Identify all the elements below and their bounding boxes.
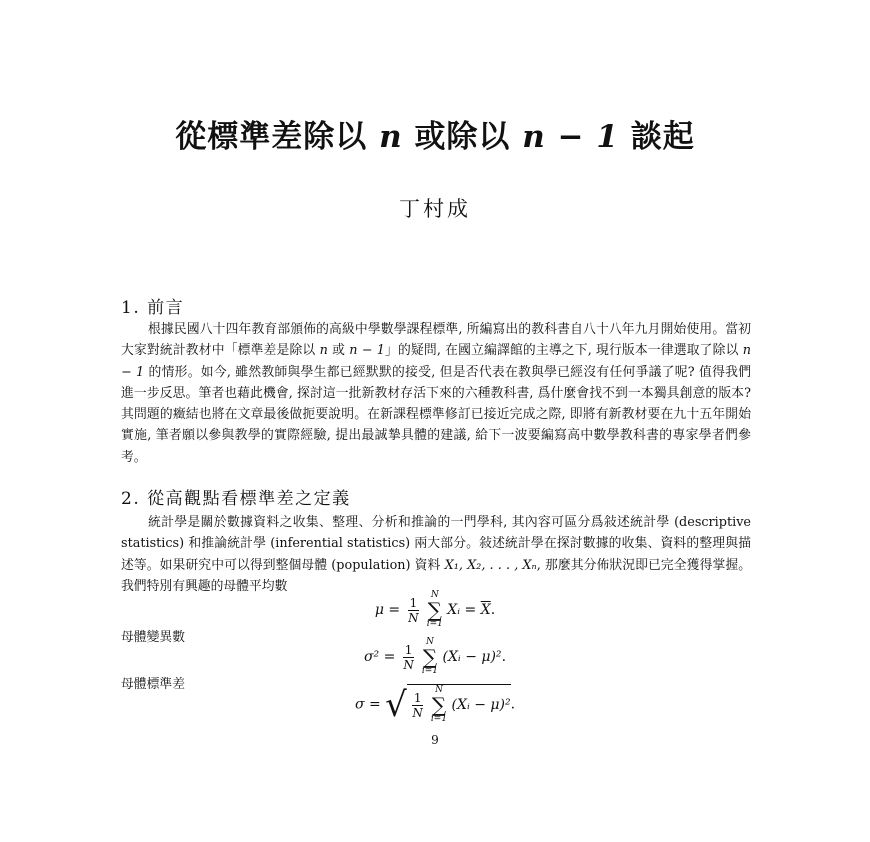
page-number: 9 bbox=[431, 733, 439, 747]
section-heading-intro: 1. 前言 bbox=[121, 298, 185, 318]
author-name: 丁村成 bbox=[399, 197, 471, 221]
intro-paragraph: 根據民國八十四年教育部頒佈的高級中學數學課程標準, 所編寫出的教科書自八十八年九月開始使用。當初大家對統計教材中「標準差是除以 n 或 n − 1」的疑問, 在國立編譯館的主導之下, 現行版本一律選取了除以 n − 1 的情形。如今, 雖然教師與學生都已經默默的接受, 但是否代表在教與學已經沒有任何爭議了呢? 值得我們進一步反思。筆者也藉此機會, 探討這一批新教材存活下來的六種教科書, 爲什麼會找不到一本獨具創意的版本? 其問題的癥結也將在文章最後做扼要說明。在新課程標準修訂已接近完成之際, 即將有新教材要在九十五年開始實施, 筆者願以參與教學的實際經驗, 提出最誠摯具體的建議, 給下一波要編寫高中數學教科書的專家學者們參考。 bbox=[121, 322, 752, 465]
paper-title: 從標準差除以 n 或除以 n − 1 談起 bbox=[175, 119, 695, 155]
variance-label: 母體變異數 bbox=[121, 630, 185, 645]
standard-deviation-label: 母體標準差 bbox=[121, 677, 185, 692]
section-heading-definition: 2. 從高觀點看標準差之定義 bbox=[121, 489, 351, 509]
equation-population-variance: σ² = $\frac{1}{N}$ N ∑ i=1 (Xᵢ − μ)². bbox=[363, 637, 507, 676]
definition-paragraph: 統計學是關於數據資料之收集、整理、分析和推論的一門學科, 其內容可區分爲敍述統計學 (descriptive statistics) 和推論統計學 (inferential statistics) 兩大部分。敍述統計學在探討數據的收集、資料的整理與描述等。如果研究中可以得到整個母體 (population) 資料 X₁, X₂, . . . , Xₙ, 那麼其分佈狀況即已完全獲得掌握。我們特別有興趣的母體平均數 bbox=[121, 515, 752, 594]
equation-population-mean: μ = $\frac{1}{N}$ N ∑ i=1 Xᵢ = $\overline{X}$. bbox=[374, 590, 496, 629]
equation-population-standard-deviation: σ = √ $\frac{1}{N}$ N ∑ i=1 (Xᵢ − μ)². bbox=[354, 684, 516, 725]
